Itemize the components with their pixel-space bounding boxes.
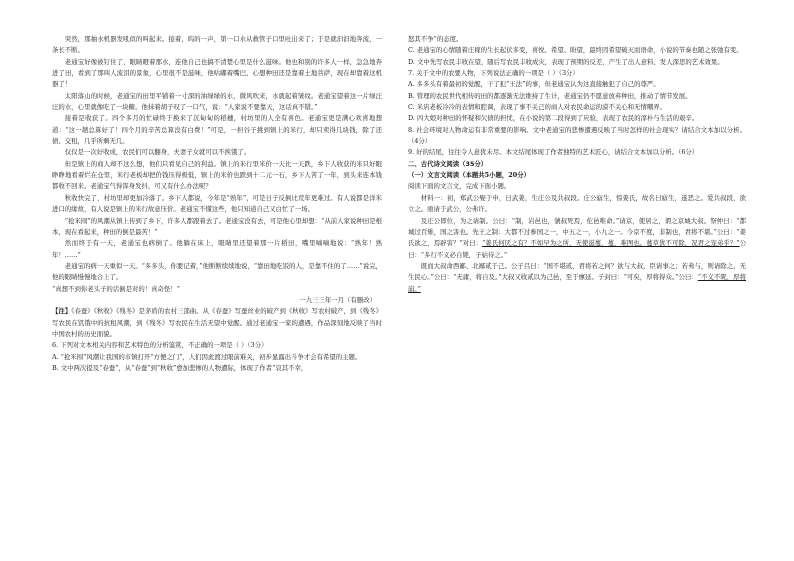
passage-text: 及庄公即位，为之请制。公曰：“制，岩邑也，虢叔死焉，佗邑唯命。”请京，使居之，谓之京城大叔。祭仲曰：“都城过百雉，国之害也。先王之制：大都不过参国之一，中五之一，小九之一。今京不度，非制也，君将不堪。”公曰：“姜氏欲之，焉辟害？”对曰：	[408, 216, 746, 248]
option-b: B. 管理的农民世代相传的田的都逐渐无法维持了生计，老通宝仍不愿意放弃种田，推动了情节发展。	[408, 91, 692, 100]
option-d: D. 文中先写农民丰收在望，随后写农民丰收成灾，表现了预期的反差，产生了出人意料、发人深思的艺术效果。	[408, 57, 724, 66]
option-b: B. 文中两次提及“春蚕”，从“春蚕”到“秋收”愈加悲惨的人物遭际，体现了作者“哀其不幸，	[52, 363, 308, 372]
paragraph: 老通宝的病一天重似一天。“多多头，你要记着，”他断断续续地说，“靠田地吃饭的人，是靠不住的了……”说完，他的眼睛慢慢地合上了。	[52, 261, 382, 282]
question-8: 8. 社会环境对人物命运有非常重要的影响。文中老通宝的悲惨遭遇反映了当时怎样的社会现实？请结合文本加以分析。（4分）	[408, 125, 746, 146]
paragraph: 接着是收获了。四个多月的忙碌终于换来了沉甸甸的稻穗，村坊里的人全有喜色。老通宝更是满心欢喜地想道：“这一趟总算好了！四个月的辛苦总算没有白费！”可是，一担谷子挑到镇上的米行，却只卖得几块钱，除了还债、交租，几乎所剩无几。	[52, 114, 382, 146]
passage-text: 既而大叔命西鄙、北鄙贰于己。公子吕曰：“国不堪贰，君将若之何？欲与大叔，臣请事之；若弗与，则请除之，无生民心。”公曰：“无庸，将自及。”大叔又收贰以为己邑，至于廪延。子封曰：“可矣，厚将得众。”公曰：	[408, 261, 746, 282]
underlined-sentence: “不义不昵，厚将崩。”	[408, 273, 746, 293]
paragraph: 但是镇上的商人却不这么想，他们只看见自己的利益。镇上的米行里米价一天比一天跌，乡下人收获的米只好眼睁睁地看着烂在仓里，米行老板却把价钱压得极低，镇上的米价也跌到十二元一石，乡下人苦了一年，到头来连本钱都收不回来。老通宝气得浑身发抖，可又有什么办法呢？	[52, 159, 382, 191]
paragraph: 太阳落山的时候，老通宝的田里平铺着一寸深的油绿绿的水，微风吹来，水就起着皱纹。老通宝望着这一片绿汪汪的水，心里就像吃了一块糖。他抹着胡子叹了一口气，说：“人家说不要靠天，这话真不错。”	[52, 91, 382, 112]
note-label: 【注】	[52, 307, 72, 316]
subsection-heading: （一）文言文阅读（本题共5小题，20分）	[408, 171, 530, 180]
option-a: A. “抢米囤”风潮让我国的市镇打开“方便之门”，人们因此渡过眼前难关，初步显露出斗争才会有希望的主题。	[52, 352, 362, 361]
option-c: C. 老通宝的心情随着庄稼的生长起伏多变，喜悦、希望、盼望，最终因希望破灭而语命，小说的节奏也随之张弛有变。	[408, 46, 743, 55]
classical-passage	[408, 216, 746, 261]
paragraph: 突然，那抽水机器发吼似的叫起来。接着，呜的一声，第一口水从救管子口里吐出来了；于是就汩汩地奔流，一条长不断。	[52, 35, 382, 55]
right-column	[408, 34, 746, 295]
left-column	[52, 34, 382, 374]
paragraph: “抢米囤”的风潮从镇上传到了乡下，许多人都跟着去了。老通宝没有去，可是他心里却想：“从前人家说种田是根本，现在看起来，种田的倒是最苦！”	[52, 216, 382, 236]
question-7: 7. 关于文中的农要人物，下列说法正确的一项是（ ）（3分）	[408, 69, 579, 78]
question-6: 6. 下列对文本相关内容和艺术特色的分析鉴赏，不正确的一项是（ ）（3分）	[52, 341, 268, 350]
option-a: A. 多多头有着最初的觉醒，干了犯“王法”的事，但老通宝认为这直接触犯了自己的尊严。	[408, 80, 660, 89]
passage-text: 公曰：“多行不义必自毙，子姑待之。”	[408, 239, 746, 259]
underlined-sentence: “姜氏何厌之有？不如早为之所，无使滋蔓，蔓，难图也。蔓草犹不可除，况君之宠弟乎？”	[482, 239, 740, 248]
annotation-note	[52, 306, 382, 340]
option-b-continued: 怒其不争”的态度。	[408, 35, 463, 43]
note-text: 《春蚕》《秋收》《残冬》是茅盾的农村三部曲。从《春蚕》写蚕丝业的破产到《秋收》写农村破产，到《残冬》写农民在饥饿中的抗租风潮，到《残冬》写农民在生活无望中觉醒。通过老通宝一家的遭遇，作品深刻地反映了当时中国农村的历史面貌。	[52, 307, 383, 338]
classical-passage	[408, 261, 746, 295]
instruction: 阅读下面的文言文，完成下面小题。	[408, 182, 511, 191]
option-c: C. 米店老板冷冷的表情和腔调，表现了事不关己的商人对农民命运的漠不关心和无情嘲弄。	[408, 103, 666, 112]
paragraph: 秋收快完了，村坊里却更加冷落了。乡下人都说，今年是“熟年”，可是日子反倒比荒年更难过。有人说都是洋米进口的缘故，有人说是镇上的米行故意压价。老通宝不懂这些，他只知道自己又白忙了一场。	[52, 193, 382, 214]
paragraph: 老通宝好像被钉住了，眼睛瞪着那水，连他自己也搞不清楚心里是什么滋味。他也和别的许多人一样，急急地奔进了田，看到了那叫人流泪的景象，心里很不是滋味，他咕嘟着嘴巴，心想种田还是靠着土地菩萨，现在却靠着这机器了！	[52, 57, 382, 89]
paragraph: 然而终于有一天，老通宝也病倒了。他躺在床上，眼睛里还望着那一片稻田，嘴里喃喃地说：“熟年！熟年！……”	[52, 239, 382, 259]
paragraph: “真想不到你老头子的话倒是对的！真奇怪！”	[52, 284, 180, 293]
classical-passage: 材料一：初，郑武公娶于申，曰武姜，生庄公及共叔段。庄公寤生，惊姜氏，故名曰寤生，遂恶之。爱共叔段，欲立之。亟请于武公，公弗许。	[408, 193, 746, 214]
paragraph: 仅仅是一次好收成，农民们可以翻身，夫妻子女就可以不挨饿了。	[64, 148, 251, 157]
story-date: 一九三三年一月（有删改）	[299, 295, 376, 304]
question-9: 9. 好的结尾，往往令人意犹未尽。本文结尾体现了作者独特的艺术匠心，请结合文本加以分析。（6分）	[408, 148, 699, 157]
option-d: D. 四大娘对种田的怀疑和欠债的担忧，在小说的第二段得到了应验，表现了农民的淳朴与生活的艰辛。	[408, 114, 699, 123]
section-heading: 二、古代诗文阅读（35分）	[408, 159, 488, 168]
